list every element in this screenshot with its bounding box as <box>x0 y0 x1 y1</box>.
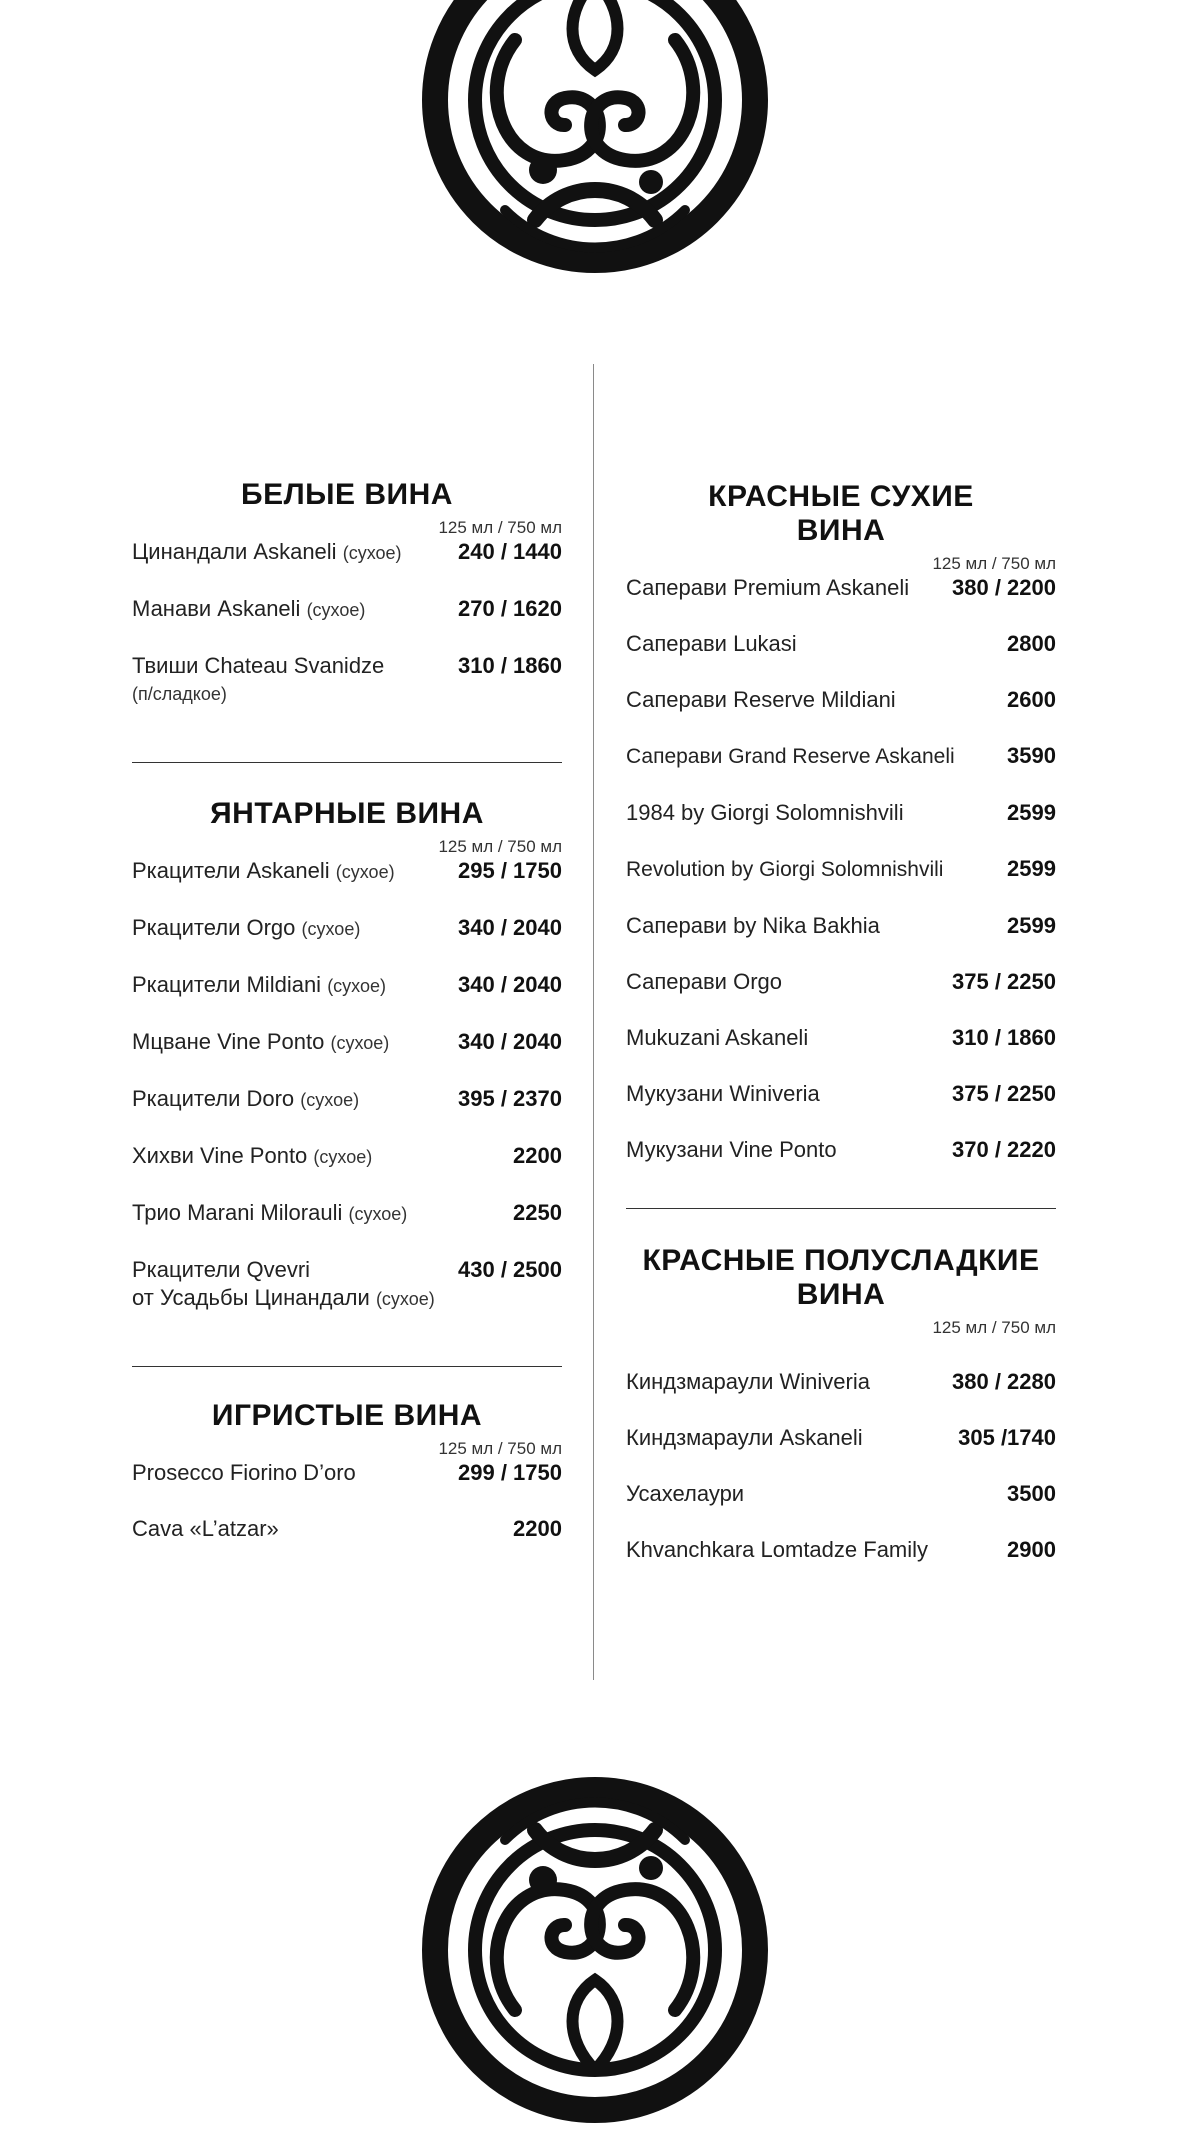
item-name: Ркацители Qvevri <box>132 1257 311 1282</box>
section-red-semisweet-wines <box>626 1244 1056 1564</box>
item-price: 2599 <box>1007 856 1056 881</box>
item-price: 380 / 2200 <box>952 575 1056 600</box>
menu-item <box>626 1136 1056 1164</box>
item-note: (сухое) <box>342 543 402 563</box>
item-name: 1984 by Giorgi Solomnishvili <box>626 800 904 825</box>
item-name: Саперави Lukasi <box>626 631 797 656</box>
section-title: ЯНТАРНЫЕ ВИНА <box>210 797 484 830</box>
item-price: 2600 <box>1007 687 1056 712</box>
item-price: 305 /1740 <box>958 1425 1056 1450</box>
section-amber-wines <box>132 797 562 1313</box>
item-name: Манави Askaneli <box>132 596 301 621</box>
menu-item <box>132 971 562 1000</box>
menu-item <box>132 595 562 624</box>
menu-item <box>626 1080 1056 1108</box>
item-price: 240 / 1440 <box>458 539 562 564</box>
item-name: Хихви Vine Ponto <box>132 1143 308 1168</box>
menu-item <box>132 1028 562 1057</box>
item-price: 3500 <box>1007 1481 1056 1506</box>
menu-item <box>626 912 1056 940</box>
item-name: Саперави Orgo <box>626 969 782 994</box>
item-price: 340 / 2040 <box>458 915 562 940</box>
menu-item <box>626 574 1056 602</box>
item-name: Трио Marani Milorauli <box>132 1200 343 1225</box>
menu-item <box>626 742 1056 771</box>
item-name: Саперави Premium Askaneli <box>626 575 910 600</box>
item-price: 2599 <box>1007 913 1056 938</box>
item-name: Саперави Grand Reserve Askaneli <box>626 745 955 768</box>
menu-item <box>626 1424 1056 1452</box>
volume-header: 125 мл / 750 мл <box>438 837 562 856</box>
menu-item <box>626 1480 1056 1508</box>
menu-item <box>132 538 562 567</box>
section-divider <box>626 1208 1056 1209</box>
menu-item <box>132 1085 562 1114</box>
menu-item <box>626 1536 1056 1564</box>
item-price: 299 / 1750 <box>458 1460 562 1485</box>
item-note: (сухое) <box>301 919 361 939</box>
item-name: Усахелаури <box>626 1481 745 1506</box>
column-divider <box>593 364 594 1680</box>
item-note: (сухое) <box>300 1090 360 1110</box>
menu-item <box>626 686 1056 714</box>
item-name: Ркацители Mildiani <box>132 972 322 997</box>
item-price: 375 / 2250 <box>952 1081 1056 1106</box>
item-price: 295 / 1750 <box>458 858 562 883</box>
section-title-line1: КРАСНЫЕ СУХИЕ <box>708 480 974 513</box>
item-name: Саперави by Nika Bakhia <box>626 913 880 938</box>
item-price: 2800 <box>1007 631 1056 656</box>
menu-item <box>626 630 1056 658</box>
menu-item <box>132 1199 562 1228</box>
section-title: ИГРИСТЫЕ ВИНА <box>211 1399 483 1432</box>
item-price: 340 / 2040 <box>458 1029 562 1054</box>
item-name: Prosecco Fiorino D’oro <box>132 1460 356 1485</box>
item-name: Саперави Reserve Mildiani <box>626 687 896 712</box>
section-sparkling-wines <box>132 1399 562 1543</box>
item-name: Revolution by Giorgi Solomnishvili <box>626 858 944 881</box>
item-note: (п/сладкое) <box>132 684 227 704</box>
item-price: 2200 <box>513 1143 562 1168</box>
item-note: (сухое) <box>313 1147 373 1167</box>
item-price: 2200 <box>513 1516 562 1541</box>
item-name: Mukuzani Askaneli <box>626 1025 809 1050</box>
volume-header: 125 мл / 750 мл <box>932 1318 1056 1337</box>
volume-header: 125 мл / 750 мл <box>932 554 1056 573</box>
item-note: (сухое) <box>375 1289 435 1309</box>
item-price: 380 / 2280 <box>952 1369 1056 1394</box>
item-note: (сухое) <box>348 1204 408 1224</box>
item-name-line2: от Усадьбы Цинандали <box>132 1285 370 1310</box>
menu-item <box>132 652 562 708</box>
volume-header: 125 мл / 750 мл <box>438 518 562 537</box>
menu-item <box>626 855 1056 884</box>
item-price: 2900 <box>1007 1537 1056 1562</box>
item-note: (сухое) <box>335 862 395 882</box>
menu-item <box>626 799 1056 827</box>
item-price: 270 / 1620 <box>458 596 562 621</box>
section-title <box>626 480 1056 548</box>
item-name: Цинандали Askaneli <box>132 539 337 564</box>
item-price: 430 / 2500 <box>458 1257 562 1282</box>
item-name: Киндзмараули Askaneli <box>626 1425 863 1450</box>
item-price: 2250 <box>513 1200 562 1225</box>
item-name: Ркацители Askaneli <box>132 858 330 883</box>
section-divider <box>132 1366 562 1367</box>
menu-item <box>626 1368 1056 1396</box>
section-title-line1: КРАСНЫЕ ПОЛУСЛАДКИЕ <box>642 1244 1040 1277</box>
item-price: 370 / 2220 <box>952 1137 1056 1162</box>
volume-header: 125 мл / 750 мл <box>438 1439 562 1458</box>
item-price: 340 / 2040 <box>458 972 562 997</box>
item-name: Ркацители Doro <box>132 1086 295 1111</box>
menu-item <box>132 1256 562 1313</box>
menu-item <box>132 1515 562 1543</box>
section-title-line2: ВИНА <box>796 1278 886 1311</box>
item-price: 310 / 1860 <box>458 653 562 678</box>
menu-item <box>132 914 562 943</box>
item-name: Cava «L’atzar» <box>132 1516 279 1541</box>
item-price: 395 / 2370 <box>458 1086 562 1111</box>
section-divider <box>132 762 562 763</box>
section-red-dry-wines <box>626 480 1056 1164</box>
menu-item <box>132 1459 562 1487</box>
item-price: 3590 <box>1007 743 1056 768</box>
item-note: (сухое) <box>330 1033 390 1053</box>
item-name: Мукузани Vine Ponto <box>626 1137 837 1162</box>
section-title <box>626 1244 1056 1312</box>
menu-item <box>626 1024 1056 1052</box>
item-name: Khvanchkara Lomtadze Family <box>626 1537 929 1562</box>
item-name: Мукузани Winiveria <box>626 1081 820 1106</box>
item-note: (сухое) <box>306 600 366 620</box>
item-name: Ркацители Orgo <box>132 915 296 940</box>
item-note: (сухое) <box>327 976 386 996</box>
item-name: Мцване Vine Ponto <box>132 1029 325 1054</box>
section-white-wines <box>132 478 562 708</box>
menu-item <box>132 857 562 886</box>
item-name: Киндзмараули Winiveria <box>626 1369 870 1394</box>
item-price: 375 / 2250 <box>952 969 1056 994</box>
knot-logo-icon <box>415 0 775 280</box>
menu-item <box>626 968 1056 996</box>
menu-item <box>132 1142 562 1171</box>
section-title: БЕЛЫЕ ВИНА <box>241 478 453 511</box>
section-title-line2: ВИНА <box>796 514 886 547</box>
item-name: Твиши Chateau Svanidze <box>132 653 385 678</box>
item-price: 2599 <box>1007 800 1056 825</box>
item-price: 310 / 1860 <box>952 1025 1056 1050</box>
knot-logo-icon <box>415 1770 775 2130</box>
